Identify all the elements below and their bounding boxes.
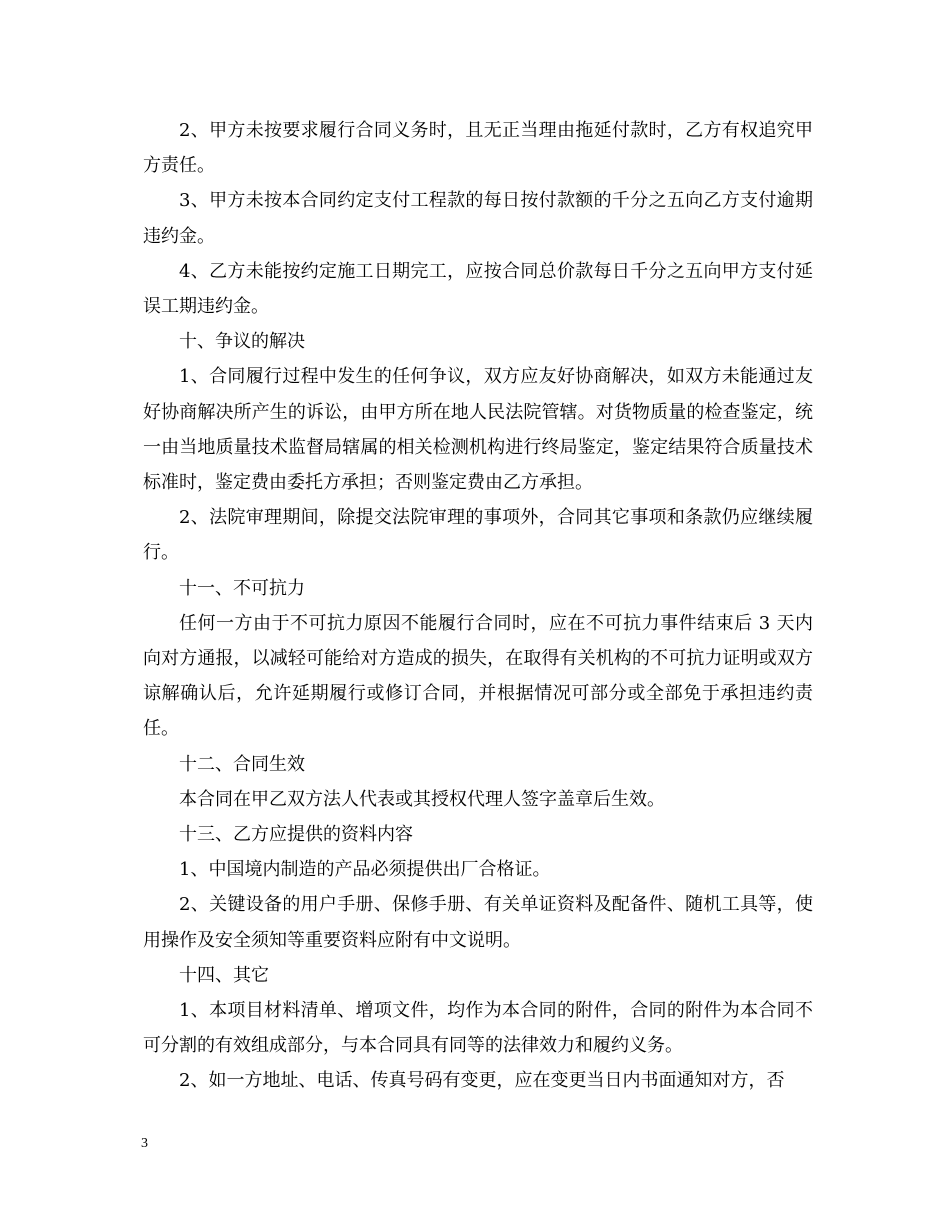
paragraph-clause-10-2: 2、法院审理期间，除提交法院审理的事项外，合同其它事项和条款仍应继续履行。 [143, 507, 813, 564]
paragraph-clause-10-1: 1、合同履行过程中发生的任何争议，双方应友好协商解决，如双方未能通过友好协商解决所产生的诉讼，由甲方所在地人民法院管辖。对货物质量的检查鉴定，统一由当地质量技术监督局辖属的相关检测机构进行终局鉴定，鉴定结果符合质量技术标准时，鉴定费由委托方承担；否则鉴定费由乙方承担。 [143, 366, 813, 494]
paragraph-contract-effective: 本合同在甲乙双方法人代表或其授权代理人签字盖章后生效。 [179, 788, 665, 810]
section-heading-force-majeure: 十一、不可抗力 [179, 577, 305, 599]
paragraph-clause-9-4: 4、乙方未能按约定施工日期完工，应按合同总价款每日千分之五向甲方支付延误工期违约金。 [143, 260, 813, 318]
document-body [143, 113, 813, 1099]
section-heading-other: 十四、其它 [179, 964, 269, 986]
paragraph-force-majeure: 任何一方由于不可抗力原因不能履行合同时，应在不可抗力事件结束后 3 天内向对方通报，以减轻可能给对方造成的损失，在取得有关机构的不可抗力证明或双方谅解确认后，允许延期履行或修订合同，并根据情况可部分或全部免于承担违约责任。 [143, 612, 813, 740]
paragraph-clause-14-1: 1、本项目材料清单、增项文件，均作为本合同的附件，合同的附件为本合同不可分割的有效组成部分，与本合同具有同等的法律效力和履约义务。 [143, 1000, 813, 1057]
page-number: 3 [141, 1136, 148, 1151]
paragraph-clause-9-3: 3、甲方未按本合同约定支付工程款的每日按付款额的千分之五向乙方支付逾期违约金。 [143, 190, 813, 247]
section-heading-documents-provided: 十三、乙方应提供的资料内容 [179, 824, 413, 846]
paragraph-clause-13-2: 2、关键设备的用户手册、保修手册、有关单证资料及配备件、随机工具等，使用操作及安全须知等重要资料应附有中文说明。 [143, 894, 813, 951]
section-heading-contract-effective: 十二、合同生效 [179, 753, 305, 775]
paragraph-clause-9-2: 2、甲方未按要求履行合同义务时，且无正当理由拖延付款时，乙方有权追究甲方责任。 [143, 120, 813, 177]
paragraph-clause-13-1: 1、中国境内制造的产品必须提供出厂合格证。 [179, 859, 551, 881]
section-heading-dispute-resolution: 十、争议的解决 [179, 331, 305, 353]
paragraph-clause-14-2: 2、如一方地址、电话、传真号码有变更，应在变更当日内书面通知对方，否 [179, 1070, 785, 1092]
